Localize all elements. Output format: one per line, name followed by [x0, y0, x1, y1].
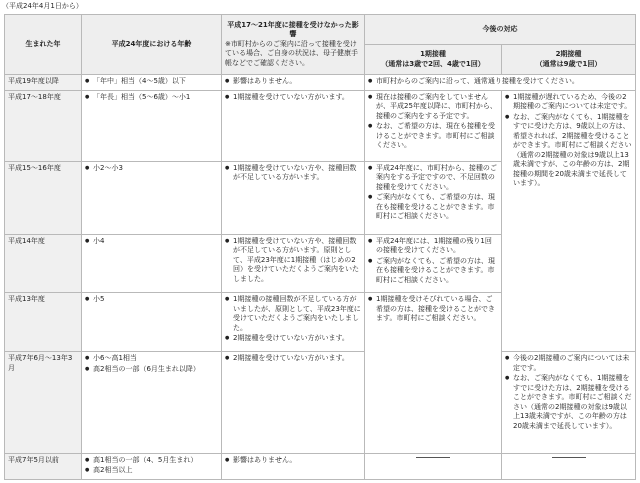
age-cell: [82, 352, 222, 453]
impact-cell: [222, 453, 365, 479]
table-row: [5, 453, 636, 479]
list-item: ● 小6～高1相当: [85, 354, 218, 364]
list-item: ● 平成24年度に、市町村から、接種のご案内をする予定ですので、不足回数の接種を受けてください。: [368, 164, 498, 193]
vaccination-schedule-table: [4, 14, 636, 480]
second-period-empty-cell: [502, 453, 636, 479]
first-period-cell: [365, 90, 502, 161]
header-first-period-note: （通常は3歳で2回、4歳で1回）: [381, 59, 485, 68]
age-cell: [82, 75, 222, 91]
table-row: [5, 352, 636, 453]
header-first-period: [365, 45, 502, 75]
list-item: ● なお、ご希望の方は、現在も接種を受けることができます。市町村にご相談ください。: [368, 122, 498, 151]
birth-year-cell: 平成17～18年度: [5, 90, 82, 161]
birth-year-cell: 平成13年度: [5, 293, 82, 352]
list-item: ● 「年長」相当（5～6歳）～小1: [85, 93, 218, 103]
header-second-period: [502, 45, 636, 75]
age-cell: [82, 293, 222, 352]
list-item: ● なお、ご案内がなくても、1期接種をすでに受けた方は、9歳以上の方は、希望されれば、2期接種を受けることができます。市町村にご相談ください（通常の2期接種の対象は9歳以上13歳未満ですが、この年齢の方は、2期接種の期間を20歳未満まで延長しています）。: [505, 113, 632, 189]
list-item: ● 小2～小3: [85, 164, 218, 174]
list-item: ● 1期接種の接種回数が不足している方がいましたが、原則として、平成23年度に受けていただくようご案内をいたしました。: [225, 295, 361, 333]
first-period-cell: [365, 234, 502, 293]
second-period-cell: [502, 90, 636, 352]
header-future-response: 今後の対応: [365, 15, 636, 45]
header-impact-note: ※市町村からのご案内に沿って接種を受けている場合、ご自身の状況は、母子健康手帳などでご確認ください。: [225, 39, 358, 67]
impact-cell: [222, 90, 365, 161]
list-item: ● 高1相当の一部（4、5月生まれ）: [85, 456, 218, 466]
table-row: [5, 90, 636, 161]
list-item: ● ご案内がなくても、ご希望の方は、現在も接種を受けることができます。市町村にご相談ください。: [368, 193, 498, 222]
list-item: ● 1期接種を受けていない方や、接種回数が不足している方がいます。: [225, 164, 361, 183]
list-item: ● 平成24年度には、1期接種の残り1回の接種を受けてください。: [368, 237, 498, 256]
impact-cell: [222, 293, 365, 352]
birth-year-cell: 平成14年度: [5, 234, 82, 293]
header-impact: [222, 15, 365, 75]
first-period-cell: [365, 161, 502, 234]
list-item: ● 市町村からのご案内に沿って、通常通り接種を受けてください。: [368, 77, 632, 87]
list-item: ● 2期接種を受けていない方がいます。: [225, 334, 361, 344]
header-first-period-title: 1期接種: [420, 50, 446, 58]
dash-divider: [416, 457, 450, 458]
age-cell: [82, 90, 222, 161]
birth-year-cell: 平成7年6月～13年3月: [5, 352, 82, 453]
header-age: 平成24年度における年齢: [82, 15, 222, 75]
list-item: ● 今後の2期接種のご案内については未定です。: [505, 354, 632, 373]
list-item: ● 現在は接種のご案内をしていませんが、平成25年度以降に、市町村から、接種のご案内をする予定です。: [368, 93, 498, 122]
list-item: ● 小4: [85, 237, 218, 247]
table-row: [5, 75, 636, 91]
list-item: ● 1期接種を受けそびれている場合、ご希望の方は、接種を受けることができます。市町村にご相談ください。: [368, 295, 498, 324]
future-merged-cell: [365, 75, 636, 91]
impact-cell: [222, 234, 365, 293]
birth-year-cell: 平成7年5月以前: [5, 453, 82, 479]
list-item: ● 1期接種が遅れているため、今後の2期接種のご案内については未定です。: [505, 93, 632, 112]
list-item: ● ご案内がなくても、ご希望の方は、現在も接種を受けることができます。市町村にご相談ください。: [368, 257, 498, 286]
header-second-period-title: 2期接種: [555, 50, 582, 58]
list-item: ● 影響はありません。: [225, 456, 361, 466]
list-item: ● 1期接種を受けていない方や、接種回数が不足している方がいます。原則として、平成23年度に1期接種（はじめの2回）を受けていただくようご案内をいたしました。: [225, 237, 361, 285]
second-period-cell: [502, 352, 636, 453]
list-item: ● 「年中」相当（4～5歳）以下: [85, 77, 218, 87]
header-second-period-note: （通常は9歳で1回）: [535, 59, 602, 68]
birth-year-cell: 平成15～16年度: [5, 161, 82, 234]
list-item: ● 高2相当以上: [85, 466, 218, 476]
list-item: ● なお、ご案内がなくても、1期接種をすでに受けた方は、2期接種を受けることができます。市町村にご相談ください（通常の2期接種の対象は9歳以上13歳未満ですが、この年齢の方は20歳未満まで延長しています）。: [505, 374, 632, 431]
effective-date-note: （平成24年4月1日から）: [2, 2, 83, 10]
header-birth-year: 生まれた年: [5, 15, 82, 75]
first-period-empty-cell: [365, 453, 502, 479]
first-period-cell: [365, 293, 502, 453]
list-item: ● 影響はありません。: [225, 77, 361, 87]
age-cell: [82, 234, 222, 293]
impact-cell: [222, 161, 365, 234]
list-item: ● 1期接種を受けていない方がいます。: [225, 93, 361, 103]
impact-cell: [222, 75, 365, 91]
impact-cell: [222, 352, 365, 453]
birth-year-cell: 平成19年度以降: [5, 75, 82, 91]
age-cell: [82, 453, 222, 479]
header-impact-title: 平成17～21年度に接種を受けなかった影響: [227, 20, 359, 39]
list-item: ● 2期接種を受けていない方がいます。: [225, 354, 361, 364]
list-item: ● 小5: [85, 295, 218, 305]
list-item: ● 高2相当の一部（6月生まれ以降）: [85, 365, 218, 375]
dash-divider: [552, 457, 586, 458]
age-cell: [82, 161, 222, 234]
